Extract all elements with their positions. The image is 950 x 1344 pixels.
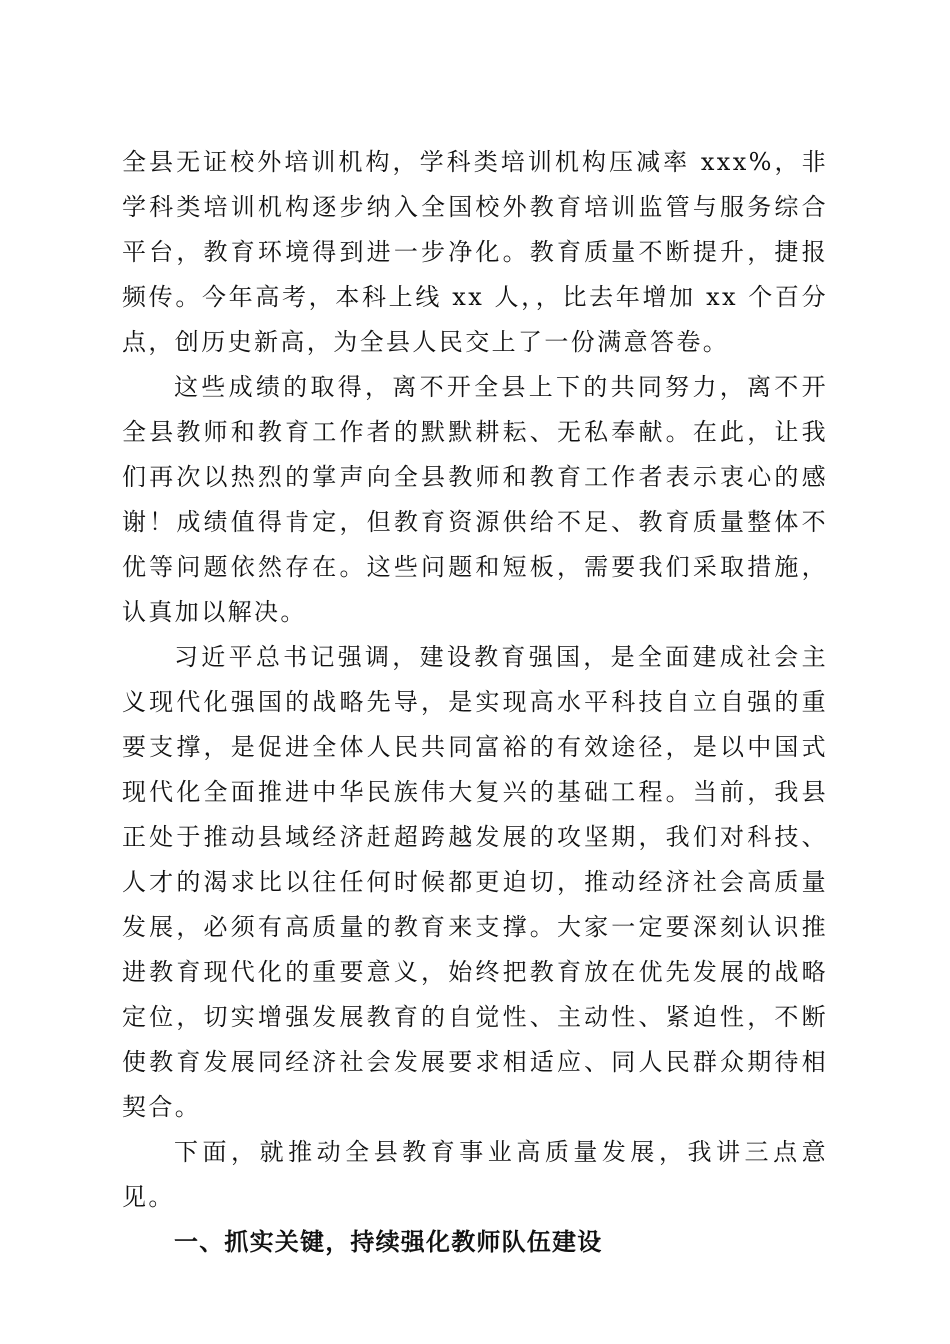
paragraph-achievements: 这些成绩的取得，离不开全县上下的共同努力，离不开全县教师和教育工作者的默默耕耘、无私奉献。在此，让我们再次以热烈的掌声向全县教师和教育工作者表示衷心的感谢！成绩值得肯定，但教育资源供给不足、教育质量整体不优等问题依然存在。这些问题和短板，需要我们采取措施，认真加以解决。 (122, 373, 828, 626)
paragraph-intro-points: 下面，就推动全县教育事业高质量发展，我讲三点意见。 (122, 1138, 828, 1211)
section-heading-1: 一、抓实关键，持续强化教师队伍建设 (174, 1228, 603, 1256)
paragraph-xi-quote: 习近平总书记强调，建设教育强国，是全面建成社会主义现代化强国的战略先导，是实现高水平科技自立自强的重要支撑，是促进全体人民共同富裕的有效途径，是以中国式现代化全面推进中华民族伟大复兴的基础工程。当前，我县正处于推动县域经济赶超跨越发展的攻坚期，我们对科技、人才的渴求比以往任何时候都更迫切，推动经济社会高质量发展，必须有高质量的教育来支撑。大家一定要深刻认识推进教育现代化的重要意义，始终把教育放在优先发展的战略定位，切实增强发展教育的自觉性、主动性、紧迫性，不断使教育发展同经济社会发展要求相适应、同人民群众期待相契合。 (122, 643, 828, 1121)
document-body (122, 140, 828, 1265)
paragraph-continued: 全县无证校外培训机构，学科类培训机构压减率 xxx%，非学科类培训机构逐步纳入全国校外教育培训监管与服务综合平台，教育环境得到进一步净化。教育质量不断提升，捷报频传。今年高考，本科上线 xx 人，，比去年增加 xx 个百分点，创历史新高，为全县人民交上了一份满意答卷。 (122, 148, 828, 356)
